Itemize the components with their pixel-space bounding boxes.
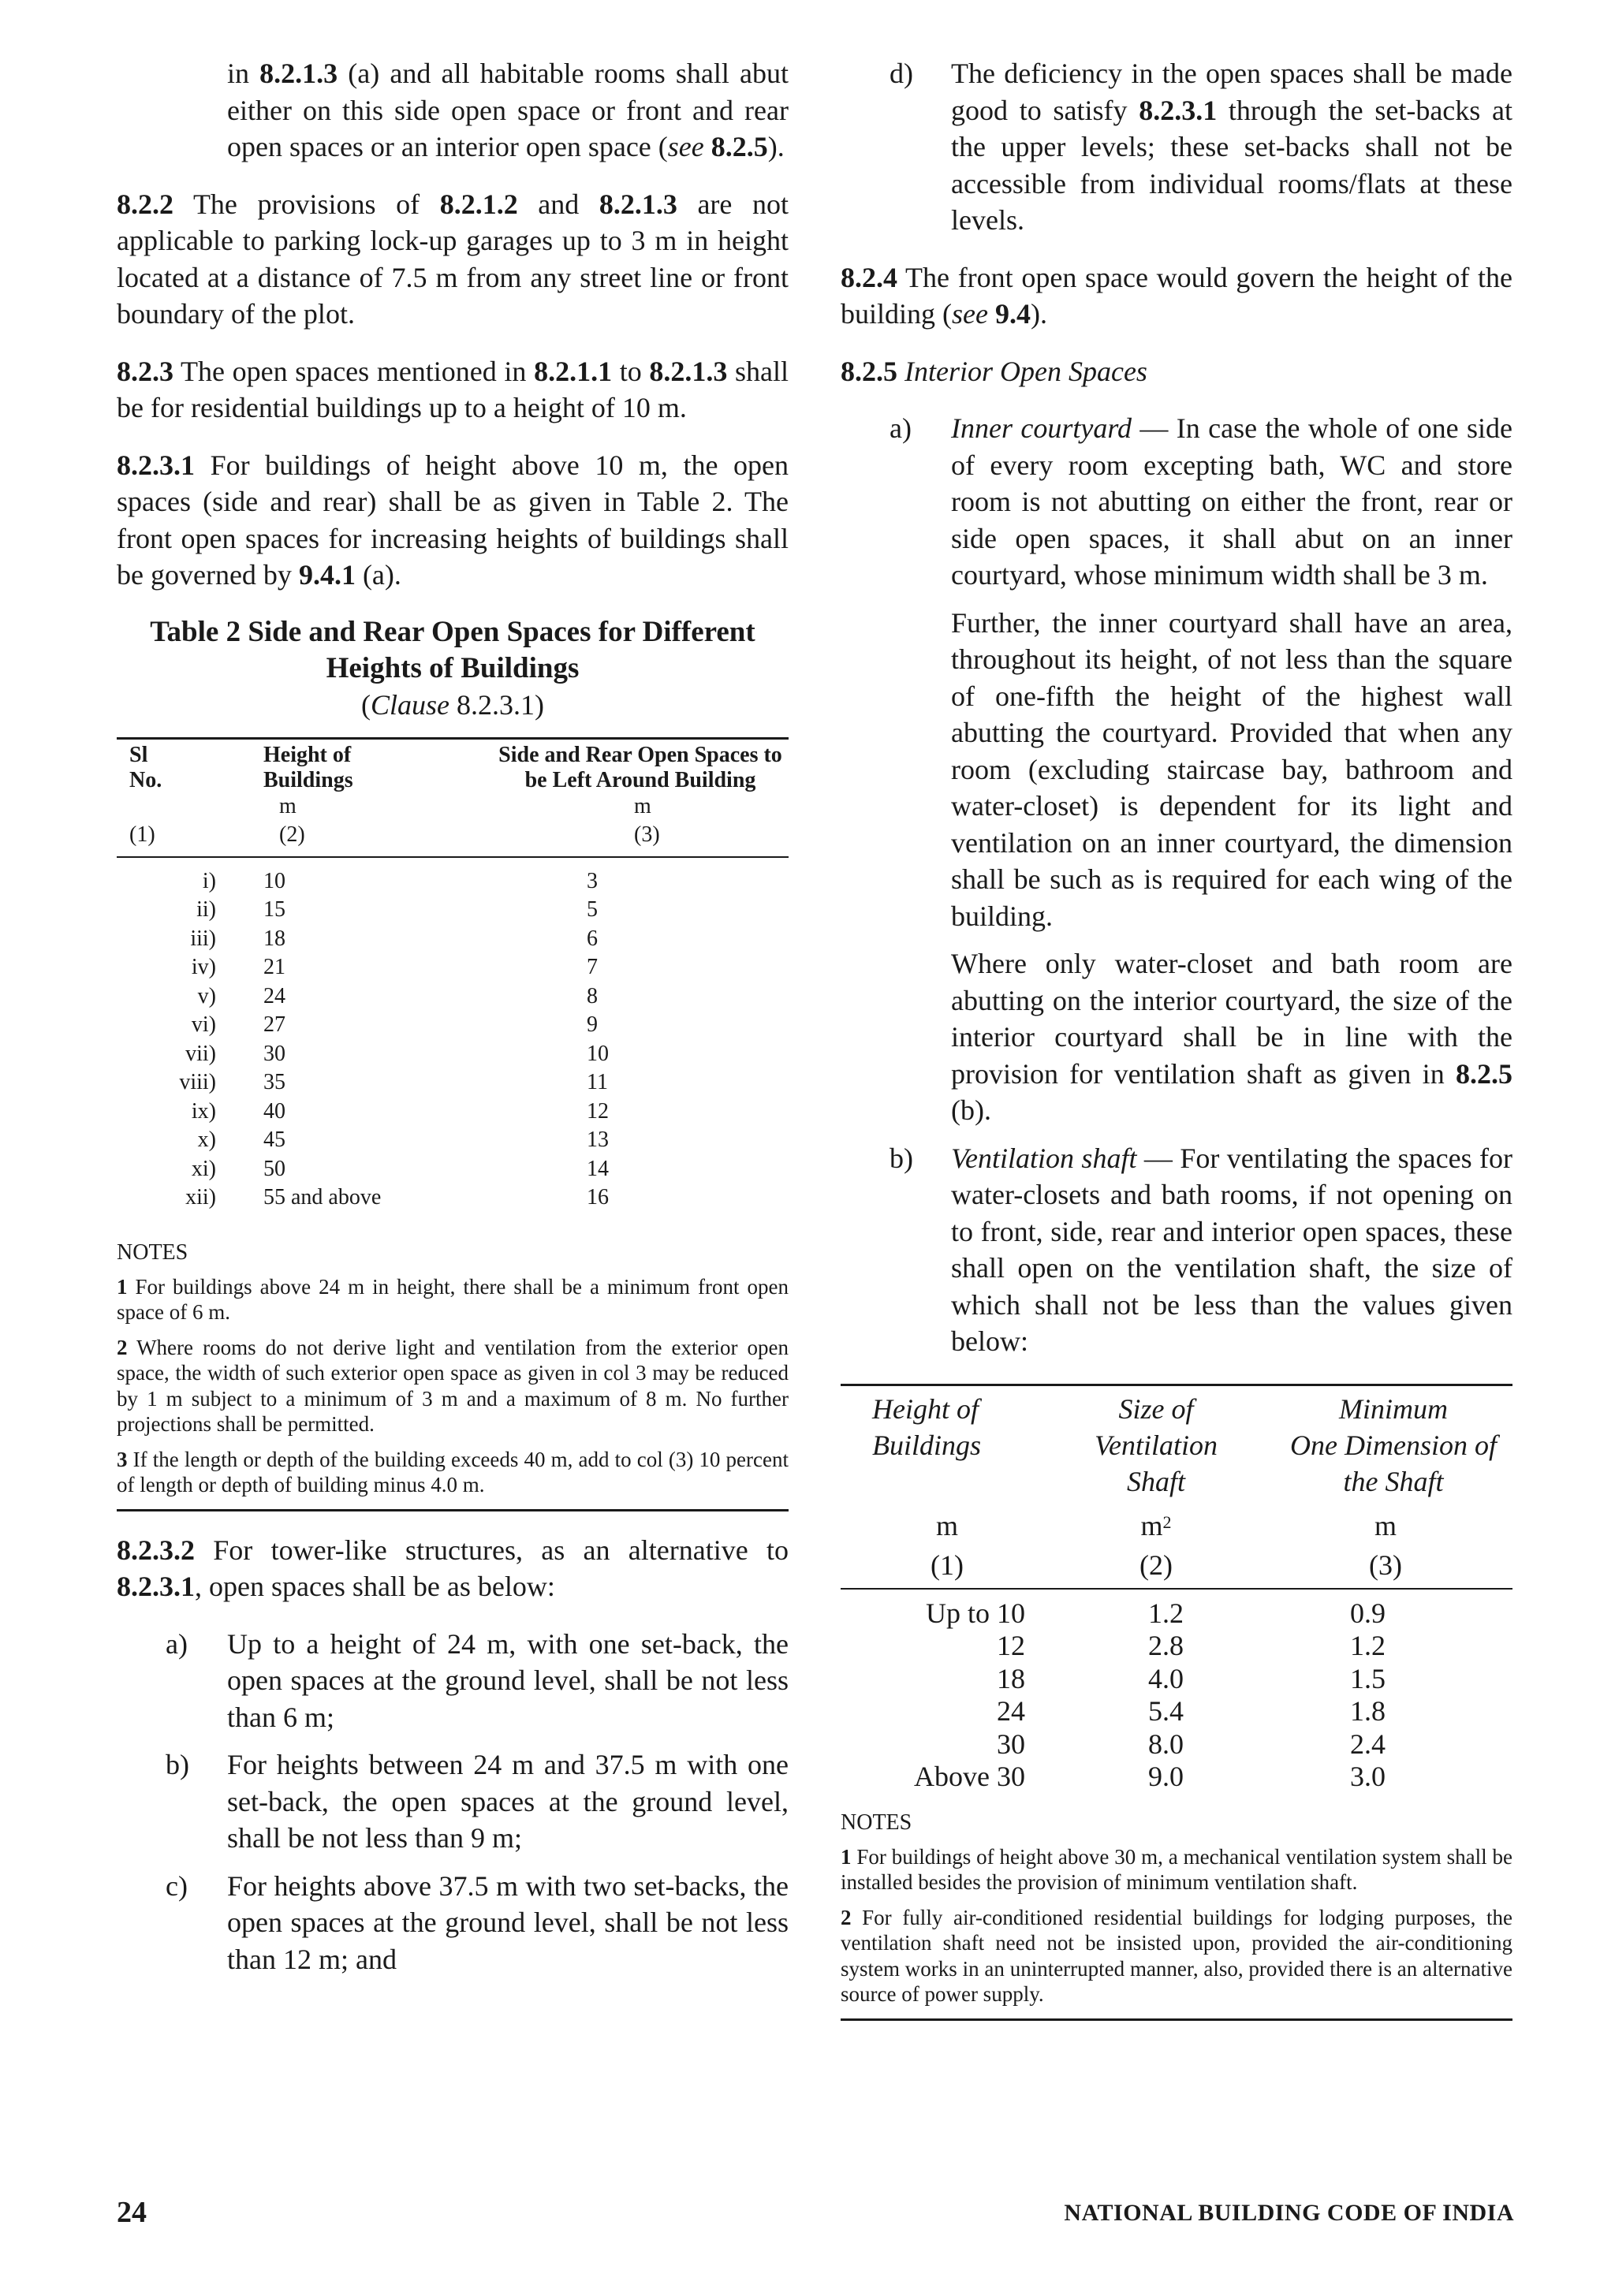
vt-cell-size: 2.8 bbox=[1148, 1630, 1184, 1661]
table-2-cell-sl: viii) bbox=[179, 1070, 216, 1094]
table-2-cell-sl: iv) bbox=[191, 955, 216, 979]
table-2-cell-height: 55 and above bbox=[263, 1185, 382, 1210]
table-row bbox=[117, 867, 789, 896]
list-item: b) For heights between 24 m and 37.5 m with one set-back, the open spaces at the ground level, shall be not less than 9 m; bbox=[166, 1749, 789, 1854]
table-2-header-sl: Sl No. bbox=[129, 742, 162, 792]
ventilation-table bbox=[841, 1384, 1512, 1794]
table-row bbox=[841, 1695, 1512, 1728]
table-2-caption-line1: Table 2 Side and Rear Open Spaces for Different bbox=[150, 615, 755, 648]
inner-courtyard-item: a) Inner courtyard — In case the whole of one side of every room excepting bath, WC and store room is not abutting on either the front, rear or side open spaces, it shall abut on an inner courtyard, whose minimum width shall be 3 m. Further, the inner courtyard shall have an area, throughout its height, of not less than the square of one-fifth the height of the highest wall abutting the courtyard. Provided that when any room (excluding staircase bay, bathroom and water-closet) is dependent for its light and ventilation on an inner courtyard, the dimension shall be such as is required for each wing of the building. Where only water-closet and bath room are abutting on the interior courtyard, the size of the interior courtyard shall be in line with the provision for ventilation shaft as given in 8.2.5 (b). bbox=[890, 412, 1512, 1126]
table-2-cell-space: 10 bbox=[587, 1041, 609, 1066]
vt-cell-dimension: 2.4 bbox=[1350, 1728, 1386, 1760]
clause-8-2-3-2: 8.2.3.2 For tower-like structures, as an alternative to 8.2.3.1, open spaces shall be as below: bbox=[117, 1534, 789, 1602]
table-2-cell-space: 12 bbox=[587, 1098, 609, 1124]
vt-cell-height: 12 bbox=[997, 1630, 1025, 1661]
vt-cell-dimension: 0.9 bbox=[1350, 1597, 1386, 1629]
table-row bbox=[117, 1098, 789, 1127]
table-row bbox=[841, 1630, 1512, 1663]
list-item: a) Up to a height of 24 m, with one set-back, the open spaces at the ground level, shall be not less than 6 m; bbox=[166, 1627, 789, 1733]
table-2-header-space: Side and Rear Open Spaces to be Left Around Building bbox=[498, 742, 782, 792]
vt-note-2: 2 For fully air-conditioned residential buildings for lodging purposes, the ventilation shaft need not be insisted upon, provided the air-conditioning system works in an uninterrupted manner, also, provided there is an alternative source of power supply. bbox=[841, 1905, 1512, 2006]
vt-colnum-3: (3) bbox=[1369, 1549, 1402, 1581]
vt-colnum-2: (2) bbox=[1139, 1549, 1173, 1581]
table-2-cell-sl: xi) bbox=[191, 1156, 216, 1181]
table-row bbox=[117, 953, 789, 982]
table-2-cell-height: 24 bbox=[263, 983, 285, 1008]
table-2-cell-height: 18 bbox=[263, 926, 285, 951]
footer-title: NATIONAL BUILDING CODE OF INDIA bbox=[1064, 2200, 1514, 2226]
vt-cell-size: 1.2 bbox=[1148, 1597, 1184, 1629]
vt-cell-height: 30 bbox=[997, 1728, 1025, 1760]
table-2-header-height: Height of Buildings bbox=[263, 742, 353, 792]
table-2-cell-height: 30 bbox=[263, 1041, 285, 1066]
table-2-clause: (Clause 8.2.3.1) bbox=[360, 688, 544, 721]
table-2-cell-sl: x) bbox=[197, 1128, 216, 1152]
table-2-cell-sl: iii) bbox=[190, 926, 216, 951]
table-2-cell-space: 8 bbox=[587, 983, 598, 1008]
vt-cell-height: 24 bbox=[997, 1695, 1025, 1727]
table-2-notes bbox=[117, 1239, 789, 1498]
table-2 bbox=[117, 737, 789, 1213]
table-2-cell-sl: v) bbox=[197, 983, 216, 1008]
table-2-cell-height: 15 bbox=[263, 897, 285, 922]
clause-8-2-4: 8.2.4 The front open space would govern the height of the building (see 9.4). bbox=[841, 261, 1512, 330]
vt-cell-size: 9.0 bbox=[1148, 1761, 1184, 1792]
list-item-d: d) The deficiency in the open spaces shall be made good to satisfy 8.2.3.1 through the set-backs at the upper levels; these set-backs shall not be accessible from individual rooms/flats at these levels. bbox=[890, 58, 1512, 236]
vt-cell-height: Above 30 bbox=[914, 1761, 1025, 1792]
table-row bbox=[117, 1068, 789, 1098]
list-item: c) For heights above 37.5 m with two set-backs, the open spaces at the ground level, shall be not less than 12 m; and bbox=[166, 1869, 789, 1975]
table-2-unit-space: m bbox=[634, 793, 651, 818]
vt-cell-height: Up to 10 bbox=[926, 1597, 1025, 1629]
table-2-cell-space: 6 bbox=[587, 926, 598, 951]
left-column bbox=[117, 55, 789, 1977]
table-row bbox=[841, 1761, 1512, 1794]
vt-cell-dimension: 3.0 bbox=[1350, 1761, 1386, 1792]
table-2-cell-sl: i) bbox=[202, 868, 216, 893]
table-row bbox=[841, 1663, 1512, 1696]
table-row bbox=[117, 1011, 789, 1040]
vt-unit-1: m bbox=[935, 1509, 958, 1541]
vt-cell-dimension: 1.5 bbox=[1350, 1662, 1386, 1694]
vt-header-dimension: Minimum One Dimension of the Shaft bbox=[1290, 1392, 1497, 1497]
table-2-cell-space: 16 bbox=[587, 1185, 609, 1210]
vt-header-size: Size of Ventilation Shaft bbox=[1095, 1392, 1218, 1497]
table-2-cell-space: 5 bbox=[587, 897, 598, 922]
vt-header-height: Height of Buildings bbox=[872, 1392, 982, 1461]
table-2-cell-space: 9 bbox=[587, 1012, 598, 1037]
table-row bbox=[841, 1597, 1512, 1631]
vt-note-1: 1 For buildings of height above 30 m, a mechanical ventilation system shall be installed besides the provision of minimum ventilation shaft. bbox=[841, 1844, 1512, 1894]
table-2-colnum-2: (2) bbox=[279, 822, 305, 847]
table-2-colnum-1: (1) bbox=[129, 822, 155, 847]
table-2-cell-height: 40 bbox=[263, 1098, 285, 1124]
vt-cell-height: 18 bbox=[997, 1662, 1025, 1694]
clause-8-2-3: 8.2.3 The open spaces mentioned in 8.2.1.1 to 8.2.1.3 shall be for residential buildings up to a height of 10 m. bbox=[117, 355, 789, 423]
table-2-cell-sl: ix) bbox=[191, 1098, 216, 1124]
vt-unit-3: m bbox=[1374, 1509, 1397, 1541]
table-2-caption-line2: Heights of Buildings bbox=[326, 651, 580, 684]
vt-colnum-1: (1) bbox=[931, 1549, 964, 1581]
table-row bbox=[117, 1126, 789, 1155]
table-2-cell-height: 27 bbox=[263, 1012, 285, 1037]
table-row bbox=[117, 896, 789, 925]
table-2-cell-height: 35 bbox=[263, 1070, 285, 1094]
table-row bbox=[117, 1155, 789, 1184]
notes-heading: NOTES bbox=[117, 1239, 188, 1265]
table-2-cell-space: 13 bbox=[587, 1128, 609, 1152]
clause-8-2-5-heading: 8.2.5 Interior Open Spaces bbox=[841, 355, 1147, 387]
table-2-note-3: 3 If the length or depth of the building exceeds 40 m, add to col (3) 10 percent of length or depth of building minus 4.0 m. bbox=[117, 1447, 789, 1496]
table-row bbox=[117, 1040, 789, 1069]
page-number: 24 bbox=[117, 2196, 147, 2229]
table-2-cell-sl: ii) bbox=[196, 897, 216, 922]
tower-list bbox=[117, 1626, 789, 1978]
table-2-cell-sl: vi) bbox=[191, 1012, 216, 1037]
table-2-colnum-3: (3) bbox=[634, 822, 660, 847]
vt-unit-2: $m^2$ bbox=[1140, 1509, 1172, 1541]
table-2-cell-space: 7 bbox=[587, 955, 598, 979]
table-2-cell-space: 3 bbox=[587, 868, 598, 893]
vt-cell-dimension: 1.8 bbox=[1350, 1695, 1386, 1727]
clause-8-2-2: 8.2.2 The provisions of 8.2.1.2 and 8.2.1.3 are not applicable to parking lock-up garages up to 3 m in height located at a distance of 7.5 m from any street line or front boundary of the plot. bbox=[117, 188, 789, 330]
table-2-unit-height: m bbox=[279, 793, 297, 818]
table-2-cell-sl: vii) bbox=[185, 1041, 216, 1066]
right-column bbox=[841, 55, 1512, 2021]
table-row bbox=[117, 925, 789, 954]
vt-cell-size: 8.0 bbox=[1148, 1728, 1184, 1760]
table-2-cell-space: 14 bbox=[587, 1156, 609, 1181]
clause-8-2-3-1: 8.2.3.1 For buildings of height above 10 m, the open spaces (side and rear) shall be as given in Table 2. The front open spaces for increasing heights of buildings shall be governed by 9.4.1 (a). bbox=[117, 449, 789, 591]
notes-heading: NOTES bbox=[841, 1810, 912, 1835]
ventilation-shaft-item: b) Ventilation shaft — For ventilating the spaces for water-closets and bath rooms, if not opening on to front, side, rear and interior open spaces, these shall open on the ventilation shaft, the size of which shall not be less than the values given below: bbox=[890, 1142, 1512, 1357]
table-2-cell-height: 10 bbox=[263, 868, 285, 893]
table-row bbox=[117, 982, 789, 1012]
table-2-cell-space: 11 bbox=[587, 1070, 608, 1094]
table-2-cell-height: 50 bbox=[263, 1156, 285, 1181]
vt-cell-dimension: 1.2 bbox=[1350, 1630, 1386, 1661]
ventilation-bottom-rule bbox=[841, 2018, 1512, 2021]
table-2-note-1: 1 For buildings above 24 m in height, there shall be a minimum front open space of 6 m. bbox=[117, 1274, 789, 1324]
vt-cell-size: 5.4 bbox=[1148, 1695, 1184, 1727]
table-2-cell-sl: xii) bbox=[185, 1185, 216, 1210]
table-2-cell-height: 21 bbox=[263, 955, 285, 979]
ventilation-notes bbox=[841, 1810, 1512, 2007]
table-2-cell-height: 45 bbox=[263, 1128, 285, 1152]
vt-cell-size: 4.0 bbox=[1148, 1662, 1184, 1694]
table-2-note-2: 2 Where rooms do not derive light and ventilation from the exterior open space, the width of such exterior open space as given in col 3 may be reduced by 1 m subject to a minimum of 3 m and a maximum of 8 m. No further projections shall be permitted. bbox=[117, 1335, 789, 1436]
paragraph-continuation: in 8.2.1.3 (a) and all habitable rooms shall abut either on this side open space or front and rear open spaces or an interior open space (see 8.2.5). bbox=[227, 58, 789, 162]
table-row bbox=[117, 1183, 789, 1213]
table-row bbox=[841, 1728, 1512, 1761]
